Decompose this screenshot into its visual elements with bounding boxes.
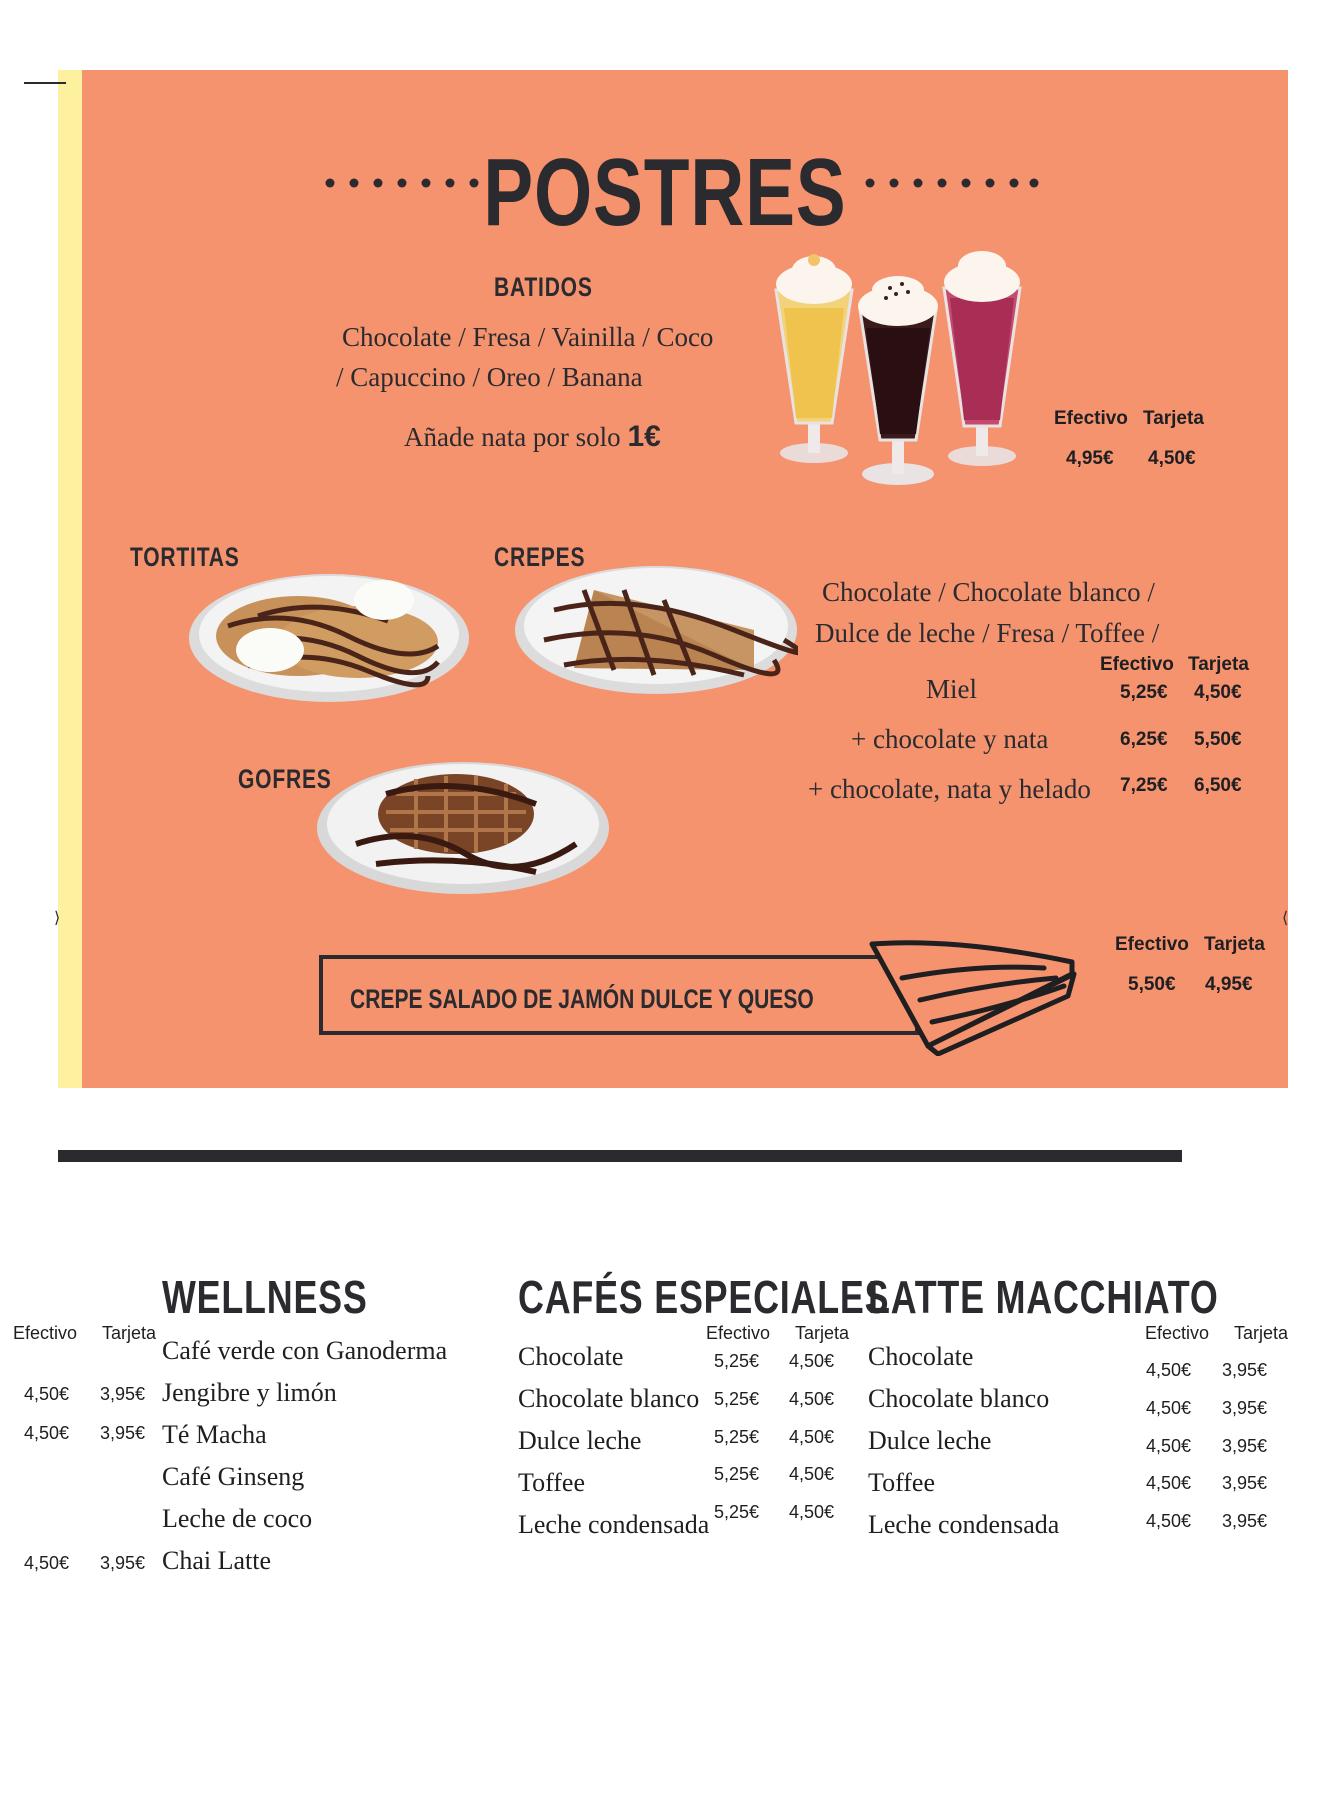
latte-item-2-tarjeta: 3,95€ bbox=[1222, 1436, 1268, 1456]
cafes-item-2: Dulce leche bbox=[518, 1426, 642, 1455]
wellness-hdr-tarjeta: Tarjeta bbox=[102, 1323, 157, 1343]
batidos-hdr-tarjeta: Tarjeta bbox=[1143, 408, 1204, 429]
cafes-title: CAFÉS ESPECIALES bbox=[518, 1271, 890, 1323]
crepes-label: CREPES bbox=[494, 542, 586, 572]
cafes-item-0: Chocolate bbox=[518, 1342, 624, 1371]
latte-title: LATTE MACCHIATO bbox=[868, 1271, 1219, 1323]
crepes-image bbox=[514, 560, 798, 696]
batidos-nata-price: 1€ bbox=[627, 420, 661, 453]
batidos-hdr-efectivo: Efectivo bbox=[1054, 408, 1128, 429]
batidos-nata-text: Añade nata por solo bbox=[404, 422, 621, 452]
cafes-item-0-efectivo: 5,25€ bbox=[714, 1351, 760, 1371]
crepe-salado-hdr-tarjeta: Tarjeta bbox=[1204, 934, 1265, 955]
cafes-item-3: Toffee bbox=[518, 1468, 585, 1497]
wellness-item-2-efectivo: 4,50€ bbox=[24, 1423, 70, 1443]
crepes-row-1-tarjeta: 5,50€ bbox=[1194, 729, 1242, 750]
page-title-wrap bbox=[0, 138, 1329, 246]
cafes-item-4-tarjeta: 4,50€ bbox=[789, 1502, 835, 1522]
cafes-hdr-efectivo: Efectivo bbox=[706, 1323, 771, 1343]
corner-mark bbox=[24, 82, 66, 84]
tortitas-label: TORTITAS bbox=[130, 542, 240, 572]
latte-item-1: Chocolate blanco bbox=[868, 1384, 1050, 1413]
latte-item-1-tarjeta: 3,95€ bbox=[1222, 1398, 1268, 1418]
latte-item-4-efectivo: 4,50€ bbox=[1146, 1511, 1192, 1531]
latte-item-3-efectivo: 4,50€ bbox=[1146, 1473, 1192, 1493]
title-dots-right bbox=[862, 168, 1042, 198]
crepes-flavors-line2: Dulce de leche / Fresa / Toffee / bbox=[815, 618, 1160, 648]
latte-item-0-tarjeta: 3,95€ bbox=[1222, 1360, 1268, 1380]
wellness-item-1-tarjeta: 3,95€ bbox=[100, 1384, 146, 1404]
batidos-nata-note bbox=[404, 420, 661, 454]
latte-item-3-tarjeta: 3,95€ bbox=[1222, 1473, 1268, 1493]
latte-hdr-tarjeta: Tarjeta bbox=[1234, 1323, 1289, 1343]
crepes-row-2-tarjeta: 6,50€ bbox=[1194, 775, 1242, 796]
batidos-price-efectivo: 4,95€ bbox=[1066, 448, 1114, 469]
cafes-item-4: Leche condensada bbox=[518, 1510, 710, 1539]
wellness-item-2-tarjeta: 3,95€ bbox=[100, 1423, 146, 1443]
latte-item-4-tarjeta: 3,95€ bbox=[1222, 1511, 1268, 1531]
latte-item-0-efectivo: 4,50€ bbox=[1146, 1360, 1192, 1380]
milkshakes-image bbox=[770, 248, 1030, 498]
cafes-item-3-efectivo: 5,25€ bbox=[714, 1464, 760, 1484]
crepes-row-2-name: + chocolate, nata y helado bbox=[808, 774, 1091, 804]
wellness-item-5: Chai Latte bbox=[162, 1546, 272, 1575]
cafes-item-1-efectivo: 5,25€ bbox=[714, 1389, 760, 1409]
wellness-title: WELLNESS bbox=[162, 1271, 368, 1323]
crepes-hdr-efectivo: Efectivo bbox=[1100, 654, 1174, 675]
latte-item-1-efectivo: 4,50€ bbox=[1146, 1398, 1192, 1418]
latte-item-0: Chocolate bbox=[868, 1342, 974, 1371]
crepes-row-2-efectivo: 7,25€ bbox=[1120, 775, 1168, 796]
batidos-flavors-line1: Chocolate / Fresa / Vainilla / Coco bbox=[342, 322, 714, 352]
wellness-item-1-efectivo: 4,50€ bbox=[24, 1384, 70, 1404]
cafes-item-4-efectivo: 5,25€ bbox=[714, 1502, 760, 1522]
cafes-hdr-tarjeta: Tarjeta bbox=[795, 1323, 850, 1343]
crepes-row-0-tarjeta: 4,50€ bbox=[1194, 682, 1242, 703]
cafes-item-1: Chocolate blanco bbox=[518, 1384, 700, 1413]
edge-mark-left: ⟩ bbox=[54, 910, 61, 927]
batidos-price-tarjeta: 4,50€ bbox=[1148, 448, 1196, 469]
crepe-salado-label: CREPE SALADO DE JAMÓN DULCE Y QUESO bbox=[350, 984, 814, 1014]
crepes-row-0-name: Miel bbox=[926, 674, 977, 704]
gofres-image bbox=[316, 754, 610, 896]
cafes-item-3-tarjeta: 4,50€ bbox=[789, 1464, 835, 1484]
wellness-item-3: Café Ginseng bbox=[162, 1462, 305, 1491]
cafes-item-1-tarjeta: 4,50€ bbox=[789, 1389, 835, 1409]
batidos-flavors-line2: / Capuccino / Oreo / Banana bbox=[336, 362, 643, 392]
crepes-hdr-tarjeta: Tarjeta bbox=[1188, 654, 1249, 675]
crepe-icon bbox=[868, 938, 1082, 1056]
crepes-row-0-efectivo: 5,25€ bbox=[1120, 682, 1168, 703]
page-title: POSTRES bbox=[482, 139, 847, 246]
crepes-row-1-name: + chocolate y nata bbox=[851, 724, 1049, 754]
gofres-label: GOFRES bbox=[238, 764, 332, 794]
latte-item-2: Dulce leche bbox=[868, 1426, 992, 1455]
latte-item-2-efectivo: 4,50€ bbox=[1146, 1436, 1192, 1456]
wellness-item-1: Jengibre y limón bbox=[162, 1378, 337, 1407]
wellness-item-2: Té Macha bbox=[162, 1420, 267, 1449]
wellness-item-5-efectivo: 4,50€ bbox=[24, 1553, 70, 1573]
latte-hdr-efectivo: Efectivo bbox=[1145, 1323, 1210, 1343]
latte-item-4: Leche condensada bbox=[868, 1510, 1060, 1539]
section-divider bbox=[58, 1150, 1182, 1162]
wellness-hdr-efectivo: Efectivo bbox=[13, 1323, 78, 1343]
cafes-item-2-efectivo: 5,25€ bbox=[714, 1427, 760, 1447]
crepe-salado-hdr-efectivo: Efectivo bbox=[1115, 934, 1189, 955]
crepe-salado-price-efectivo: 5,50€ bbox=[1128, 974, 1176, 995]
cafes-item-2-tarjeta: 4,50€ bbox=[789, 1427, 835, 1447]
cafes-item-0-tarjeta: 4,50€ bbox=[789, 1351, 835, 1371]
edge-mark-right: ⟨ bbox=[1282, 910, 1289, 927]
crepes-flavors-line1: Chocolate / Chocolate blanco / bbox=[822, 577, 1155, 607]
wellness-item-5-tarjeta: 3,95€ bbox=[100, 1553, 146, 1573]
batidos-label: BATIDOS bbox=[494, 272, 593, 302]
wellness-item-0: Café verde con Ganoderma bbox=[162, 1336, 448, 1365]
latte-item-3: Toffee bbox=[868, 1468, 935, 1497]
crepes-row-1-efectivo: 6,25€ bbox=[1120, 729, 1168, 750]
wellness-item-4: Leche de coco bbox=[162, 1504, 313, 1533]
crepe-salado-price-tarjeta: 4,95€ bbox=[1205, 974, 1253, 995]
tortitas-image bbox=[188, 566, 470, 706]
